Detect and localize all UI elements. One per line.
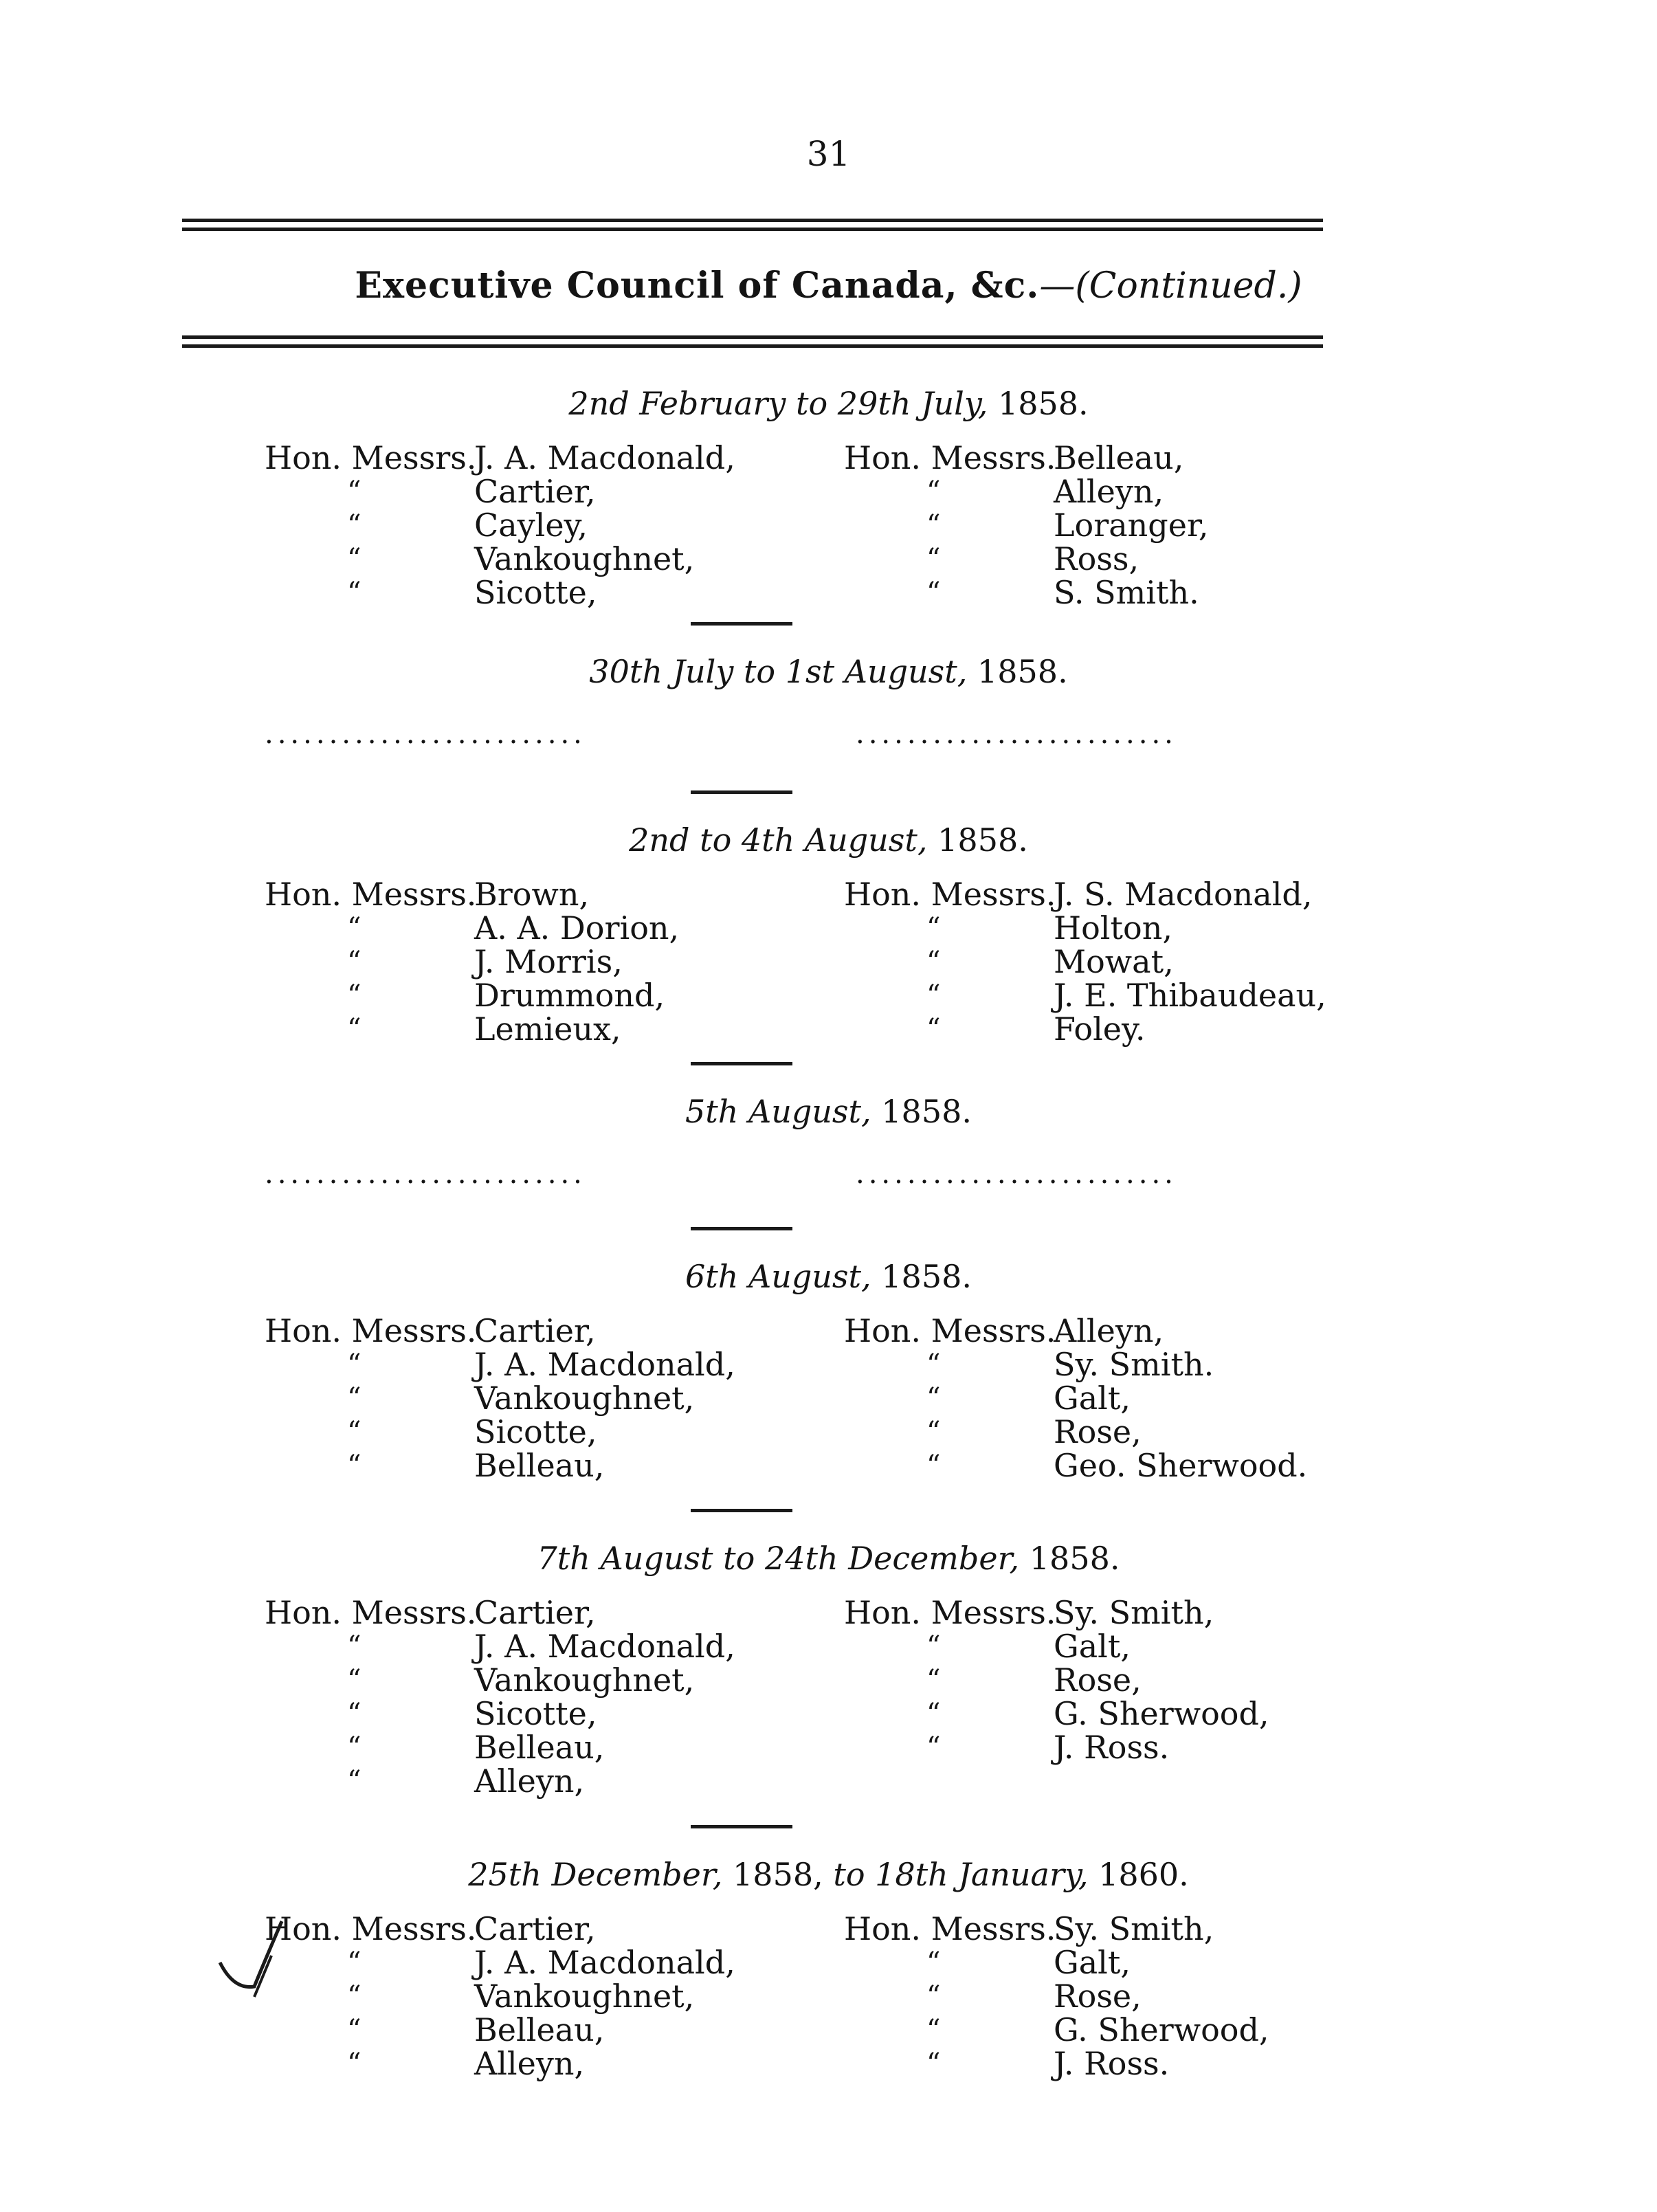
ditto-mark: “ [347,543,362,575]
member-name: Belleau, [474,1447,605,1484]
member-name: S. Smith. [1054,574,1199,611]
member-name: J. A. Macdonald, [474,1628,735,1665]
member-name: Belleau, [474,1729,605,1766]
member-name: Mowat, [1054,943,1174,980]
member-name: Cartier, [474,1910,596,1947]
honorific-prefix: Hon. Messrs. [844,1312,1056,1349]
ditto-mark: “ [926,1698,941,1729]
member-name: Cartier, [474,473,596,510]
ditto-mark: “ [926,1416,941,1448]
ditto-mark: “ [347,980,362,1011]
member-name: Rose, [1054,1978,1142,2015]
ditto-mark: “ [926,946,941,977]
ditto-mark: “ [347,1947,362,1978]
ditto-mark: “ [926,1349,941,1380]
period-date [0,653,1657,690]
honorific-prefix: Hon. Messrs. [265,439,477,476]
member-name: A. A. Dorion, [474,909,680,947]
honorific-prefix: Hon. Messrs. [844,1594,1056,1631]
member-name: J. A. Macdonald, [474,1346,735,1383]
period-date [0,1856,1657,1893]
period-date-part: 6th August, [685,1258,882,1295]
ditto-mark: “ [347,2014,362,2046]
member-name: J. Ross. [1054,2045,1170,2082]
member-name: Lemieux, [474,1010,621,1048]
honorific-prefix: Hon. Messrs. [265,1910,477,1947]
ditto-mark: “ [926,577,941,608]
header-rule-top [182,219,1323,231]
member-name: Vankoughnet, [474,1380,695,1417]
header-continued: —(Continued.) [1039,265,1302,307]
member-name: J. S. Macdonald, [1054,876,1313,913]
member-name: J. Morris, [474,943,623,980]
dotted-placeholder-left: ......................... [265,718,586,750]
member-name: Sicotte, [474,574,597,611]
ditto-mark: “ [347,1382,362,1414]
member-name: Cartier, [474,1312,596,1349]
page-number: 31 [806,134,851,174]
ditto-mark: “ [347,1732,362,1763]
period-date-part: 1858. [881,1258,972,1295]
dotted-placeholder-right: ......................... [856,718,1177,750]
member-name: Cartier, [474,1594,596,1631]
honorific-prefix: Hon. Messrs. [844,439,1056,476]
running-header [0,265,1657,307]
member-name: J. A. Macdonald, [474,1944,735,1981]
member-name: Alleyn, [1054,1312,1164,1349]
member-name: Drummond, [474,977,665,1014]
handwritten-check-mark [206,1907,330,2011]
honorific-prefix: Hon. Messrs. [265,876,477,913]
period-date-part: 5th August, [685,1093,882,1130]
period-date-part: 2nd to 4th August, [629,821,938,859]
ditto-mark: “ [347,946,362,977]
ditto-mark: “ [347,1980,362,2012]
member-name: Belleau, [474,2011,605,2048]
member-name: Galt, [1054,1628,1131,1665]
period-date-part: 1858. [937,821,1028,859]
dotted-placeholder-left: ......................... [265,1158,586,1190]
section-separator [691,1825,792,1828]
ditto-mark: “ [347,1664,362,1696]
member-name: J. Ross. [1054,1729,1170,1766]
header-rule-bottom [182,335,1323,348]
ditto-mark: “ [926,980,941,1011]
ditto-mark: “ [926,2048,941,2079]
ditto-mark: “ [926,543,941,575]
member-name: Sy. Smith. [1054,1346,1214,1383]
member-name: Ross, [1054,540,1139,577]
ditto-mark: “ [347,2048,362,2079]
period-date [0,385,1657,422]
member-name: Sy. Smith, [1054,1910,1214,1947]
dotted-placeholder-right: ......................... [856,1158,1177,1190]
ditto-mark: “ [347,509,362,541]
ditto-mark: “ [347,577,362,608]
member-name: Vankoughnet, [474,1978,695,2015]
member-name: Holton, [1054,909,1172,947]
period-date-part: 30th July to 1st August, [589,653,977,690]
ditto-mark: “ [926,1732,941,1763]
ditto-mark: “ [926,1980,941,2012]
period-date-part: 7th August to 24th December, [537,1540,1030,1577]
ditto-mark: “ [926,1450,941,1481]
period-date-part: 1858. [977,653,1068,690]
member-name: Cayley, [474,507,588,544]
period-date [0,1540,1657,1577]
honorific-prefix: Hon. Messrs. [265,1312,477,1349]
section-separator [691,1227,792,1230]
period-date-part: 1858. [997,385,1089,422]
ditto-mark: “ [926,1382,941,1414]
member-name: Rose, [1054,1661,1142,1699]
member-name: Geo. Sherwood. [1054,1447,1308,1484]
ditto-mark: “ [926,1664,941,1696]
honorific-prefix: Hon. Messrs. [265,1594,477,1631]
ditto-mark: “ [347,1450,362,1481]
period-date-part: 1858. [881,1093,972,1130]
period-date-part: 2nd February to 29th July, [568,385,998,422]
member-name: Foley. [1054,1010,1146,1048]
honorific-prefix: Hon. Messrs. [844,876,1056,913]
member-name: Galt, [1054,1944,1131,1981]
member-name: J. E. Thibaudeau, [1054,977,1326,1014]
ditto-mark: “ [926,2014,941,2046]
member-name: Vankoughnet, [474,540,695,577]
section-separator [691,790,792,794]
period-date-part: to 18th January, [833,1856,1099,1893]
ditto-mark: “ [347,1349,362,1380]
member-name: J. A. Macdonald, [474,439,735,476]
period-date [0,821,1657,859]
period-date-part: 1858, [733,1856,834,1893]
honorific-prefix: Hon. Messrs. [844,1910,1056,1947]
period-date-part: 25th December, [468,1856,733,1893]
section-separator [691,1509,792,1512]
ditto-mark: “ [926,912,941,944]
ditto-mark: “ [347,1698,362,1729]
member-name: Brown, [474,876,590,913]
ditto-mark: “ [926,1013,941,1045]
ditto-mark: “ [926,1947,941,1978]
period-date-part: 1860. [1098,1856,1189,1893]
member-name: Alleyn, [474,2045,585,2082]
period-date [0,1093,1657,1130]
section-separator [691,622,792,626]
member-name: Vankoughnet, [474,1661,695,1699]
ditto-mark: “ [347,476,362,507]
header-title: Executive Council of Canada, &c. [355,265,1040,307]
section-separator [691,1062,792,1065]
period-date-part: 1858. [1029,1540,1120,1577]
member-name: Alleyn, [1054,473,1164,510]
ditto-mark: “ [347,1630,362,1662]
ditto-mark: “ [926,476,941,507]
member-name: Sicotte, [474,1695,597,1732]
period-date [0,1258,1657,1295]
member-name: Sicotte, [474,1413,597,1450]
ditto-mark: “ [347,1765,362,1797]
member-name: Alleyn, [474,1762,585,1800]
ditto-mark: “ [926,509,941,541]
member-name: Belleau, [1054,439,1184,476]
member-name: Loranger, [1054,507,1209,544]
member-name: Rose, [1054,1413,1142,1450]
member-name: G. Sherwood, [1054,2011,1269,2048]
ditto-mark: “ [347,1416,362,1448]
member-name: Sy. Smith, [1054,1594,1214,1631]
member-name: G. Sherwood, [1054,1695,1269,1732]
ditto-mark: “ [347,1013,362,1045]
ditto-mark: “ [347,912,362,944]
ditto-mark: “ [926,1630,941,1662]
member-name: Galt, [1054,1380,1131,1417]
